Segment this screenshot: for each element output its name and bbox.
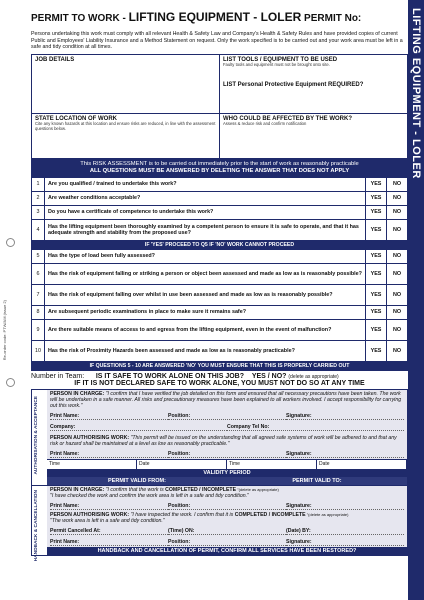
work-alone-option[interactable]: YES / NO? xyxy=(251,372,287,380)
permit-form xyxy=(31,10,408,562)
proceed-instruction: IF 'YES' PROCEED TO Q5 IF 'NO' WORK CANNOT PROCEED xyxy=(32,240,408,249)
completion-status-option[interactable]: COMPLETED / INCOMPLETE xyxy=(234,511,306,518)
yes-option[interactable]: YES xyxy=(366,305,387,319)
no-option[interactable]: NO xyxy=(387,219,408,240)
authorisation-label: AUTHORISATION & ACCEPTANCE xyxy=(34,395,39,475)
no-option[interactable]: NO xyxy=(387,284,408,305)
time-date-row[interactable]: Time Date Time Date xyxy=(47,459,407,469)
company-row[interactable]: Company: Company Tel No: xyxy=(47,421,407,432)
yes-option[interactable]: YES xyxy=(366,340,387,361)
no-option[interactable]: NO xyxy=(387,340,408,361)
questions-table: 1 Are you qualified / trained to undertake this work? YES NO 2 Are weather conditions acceptable? YES NO 3 Do you have a certificate of competence to undertake this work? YES NO 4 Has the lifting equipment been thoroughly examined by a competent person to ensure it is safe to operate, and that it has adequate strength and stability from the proposed use? YES NO IF 'YES' PROCEED TO Q5 IF 'NO' WORK CANNOT PROCEED 5 Has the type of load been fully assessed? YES NO 6 Has the risk of equipment falling or striking a person or object been assessed and made as low as is reasonably possible? YES NO 7 Has the risk of equipment falling over whilst in use been assessed and made as low as is reasonably possible? YES NO 8 Are subsequent periodic examinations in place to make sure it remains safe? YES NO 9 Are there suitable means of access to and egress from the lifting equipment, even in the event of malfunction? YES NO 10 Has the risk of Proximity Hazards been assessed and made as low as is reasonably practicable? YES NO IF QUESTIONS 5 - 10 ARE ANSWERED 'NO' YOU MUST ENSURE THAT THIS IS PROPERLY CARRIED OUT xyxy=(31,177,408,371)
authorisation-section: AUTHORISATION & ACCEPTANCE PERSON IN CHARGE: "I confirm that I have verified the job detailed on this form and ensured that all necessary precautions have been taken. The work will be undertaken in a safe manner. All risks and precautionary measures have been explained to all workers involved. I accept responsibility for carrying out this work." Print Name: Position: Signature: Company: Company Tel No: PERSON AUTHORISING WORK: "This permit will be issued on the understanding that all agreed safe systems of work will be adhered to and that any risk or hazard shall be maintained at a level as low as reasonably practicable." Print Name: Position: Signature: Time Date Time Date VALIDITY PERIOD PERMIT VALID FROM: PERMIT VALID TO: xyxy=(31,389,408,486)
no-option[interactable]: NO xyxy=(387,249,408,263)
risk-header: This RISK ASSESSMENT is to be carried out immediately prior to the start of work as reasonably practicable ALL QUESTIONS MUST BE ANSWERED BY DELETING THE ANSWER THAT DOES NOT APPLY xyxy=(31,159,408,177)
no-option[interactable]: NO xyxy=(387,319,408,340)
cancellation-row[interactable]: Permit Cancelled At: (Time) ON: (Date) BY: xyxy=(47,525,407,536)
handback-label: HANDBACK & CANCELLATION xyxy=(34,489,39,562)
ppe-label: LIST Personal Protective Equipment REQUIRED? xyxy=(223,81,364,88)
no-option[interactable]: NO xyxy=(387,305,408,319)
no-option[interactable]: NO xyxy=(387,263,408,284)
validity-period: VALIDITY PERIOD xyxy=(47,469,407,477)
signature-row[interactable]: Print Name: Position: Signature: xyxy=(47,410,407,421)
no-option[interactable]: NO xyxy=(387,177,408,191)
signature-row[interactable]: Print Name: Position: Signature: xyxy=(47,500,407,511)
yes-option[interactable]: YES xyxy=(366,319,387,340)
completion-status-option[interactable]: COMPLETED / INCOMPLETE xyxy=(165,486,237,493)
title-prefix: PERMIT TO WORK - xyxy=(31,13,129,24)
side-label: LIFTING EQUIPMENT - LOLER xyxy=(410,8,422,179)
yes-option[interactable]: YES xyxy=(366,191,387,205)
work-alone-warning: IF IT IS NOT DECLARED SAFE TO WORK ALONE, YOU MUST NOT DO SO AT ANY TIME xyxy=(74,379,365,387)
no-option[interactable]: NO xyxy=(387,191,408,205)
yes-option[interactable]: YES xyxy=(366,284,387,305)
job-details-grid xyxy=(31,54,408,159)
valid-from: PERMIT VALID FROM: xyxy=(108,477,166,484)
valid-to: PERMIT VALID TO: xyxy=(292,477,342,484)
yes-option[interactable]: YES xyxy=(366,205,387,219)
yes-option[interactable]: YES xyxy=(366,263,387,284)
q5-10-instruction: IF QUESTIONS 5 - 10 ARE ANSWERED 'NO' YOU MUST ENSURE THAT THIS IS PROPERLY CARRIED OUT xyxy=(32,361,408,370)
affected-box[interactable]: WHO COULD BE AFFECTED BY THE WORK? Assess & reduce risk and confirm notification xyxy=(220,113,408,158)
work-alone-row: Number in Team: IS IT SAFE TO WORK ALONE ON THIS JOB? YES / NO? (delete as appropriate) xyxy=(31,372,339,380)
yes-option[interactable]: YES xyxy=(366,177,387,191)
handback-section: HANDBACK & CANCELLATION PERSON IN CHARGE: "I confirm that the work is COMPLETED / INCOMPLETE "(delete as appropriate) "I have checked the work and confirm the work area is left in a safe and tidy condition." Print Name: Position: Signature: PERSON AUTHORISING WORK: "I have inspected the work. I confirm that it is COMPLETED / INCOMPLETE "(delete as appropriate) "The work area is left in a safe and tidy condition." Permit Cancelled At: (Time) ON: (Date) BY: Print Name: Position: Signature: HANDBACK AND CANCELLATION OF PERMIT, CONFIRM ALL SERVICES HAVE BEEN RESTORED? xyxy=(31,486,408,556)
permit-number-label: PERMIT No: xyxy=(304,13,362,24)
reorder-code: Re-order code: PTW/AM (issue 2) xyxy=(2,300,7,361)
title-main: LIFTING EQUIPMENT - LOLER xyxy=(128,10,302,24)
intro-text: Persons undertaking this work must comply with all relevant Health & Safety Law and Company's Health & Safety Rules and have provided copies of current Public and Employees' Liability Insurance and a Method Statement on request. Only the work specified is to be carried out and your work area must be left in a safe and tidy condition at all times. xyxy=(31,31,403,51)
yes-option[interactable]: YES xyxy=(366,219,387,240)
page-title xyxy=(31,10,408,24)
signature-row[interactable]: Print Name: Position: Signature: xyxy=(47,448,407,459)
handback-footer: HANDBACK AND CANCELLATION OF PERMIT, CONFIRM ALL SERVICES HAVE BEEN RESTORED? xyxy=(47,547,407,555)
no-option[interactable]: NO xyxy=(387,205,408,219)
job-details-box[interactable]: JOB DETAILS xyxy=(32,54,220,113)
yes-option[interactable]: YES xyxy=(366,249,387,263)
punch-hole xyxy=(6,238,15,247)
tools-box[interactable]: LIST TOOLS / EQUIPMENT TO BE USED Faulty tools and equipment must not be brought onto site. LIST Personal Protective Equipment REQUIRED? xyxy=(220,54,408,113)
punch-hole xyxy=(6,378,15,387)
location-box[interactable]: STATE LOCATION OF WORK Cite any known hazards at this location and ensure risks are reduced, in line with the assessment questions below. xyxy=(32,113,220,158)
signature-row[interactable]: Print Name: Position: Signature: xyxy=(47,536,407,547)
